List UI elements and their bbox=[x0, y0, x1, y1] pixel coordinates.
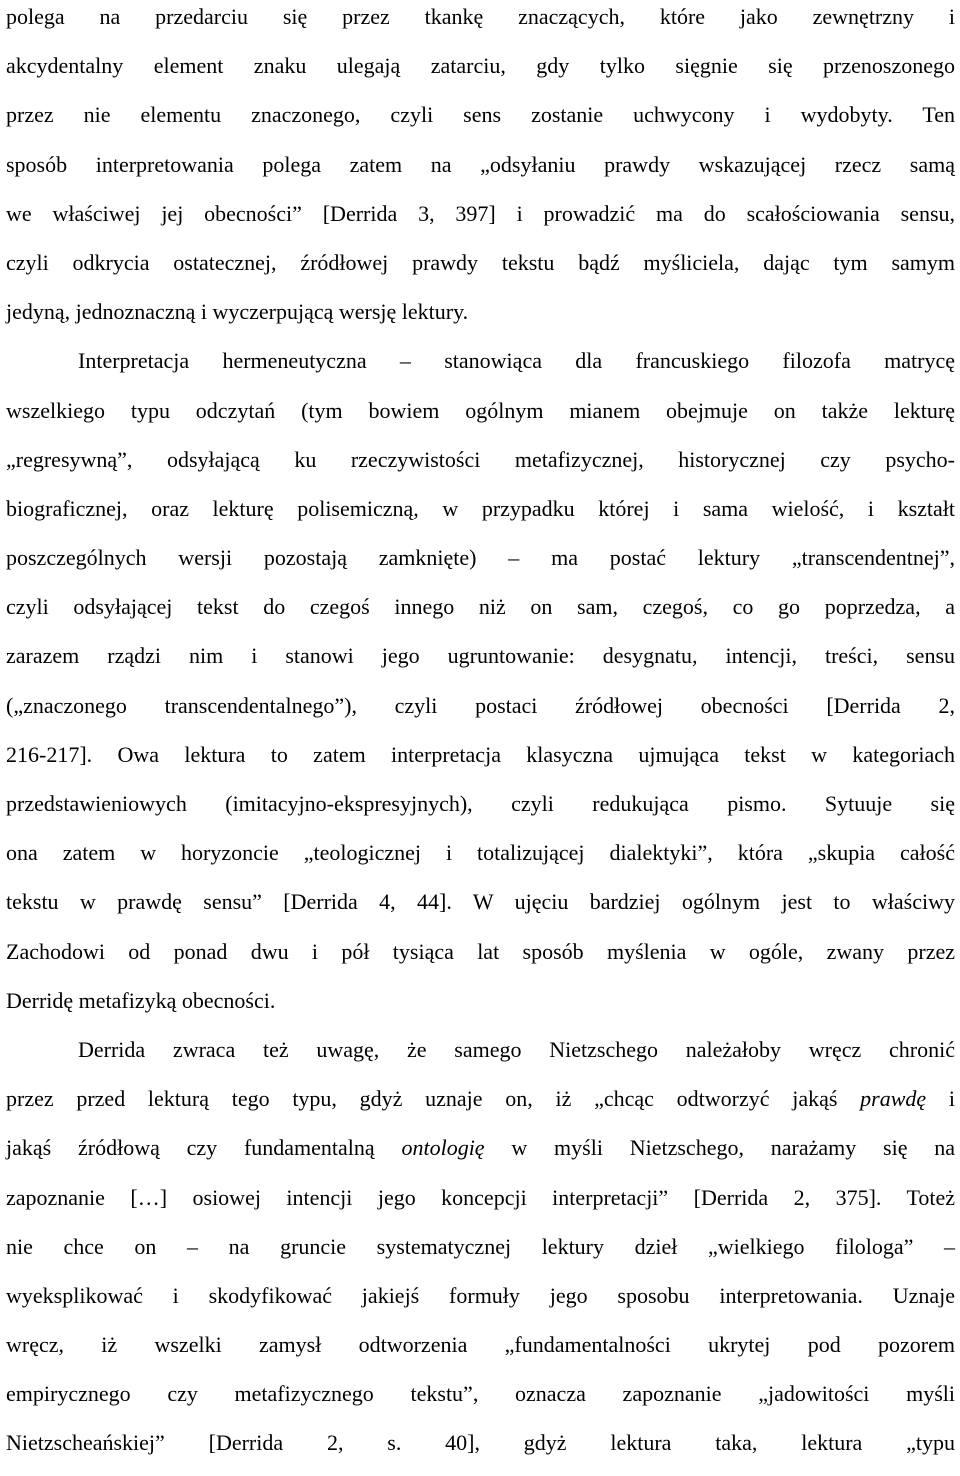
text-line bbox=[6, 639, 955, 688]
text-segment: w myśli Nietzschego, narażamy się na bbox=[484, 1135, 956, 1161]
text-segment: przez przed lekturą tego typu, gdyż uznaje on, iż „chcąc odtworzyć jakąś bbox=[6, 1086, 861, 1112]
text-segment: biograficznej, oraz lekturę polisemiczną, w przypadku której i sama wielość, i kształt bbox=[6, 495, 955, 521]
text-line bbox=[6, 197, 955, 246]
document-body bbox=[6, 0, 955, 1476]
italic-text: ontologię bbox=[401, 1135, 485, 1161]
text-segment: ona zatem w horyzoncie „teologicznej i totalizującej dialektyki”, która „skupia całość bbox=[6, 840, 955, 866]
text-line bbox=[6, 1181, 955, 1230]
text-line bbox=[6, 148, 955, 197]
text-segment: polega na przedarciu się przez tkankę znaczących, które jako zewnętrzny i bbox=[6, 4, 955, 29]
paragraph bbox=[6, 1033, 955, 1476]
text-segment: czyli odsyłającej tekst do czegoś innego niż on sam, czegoś, co go poprzedza, a bbox=[6, 594, 955, 620]
text-segment: zapoznanie […] osiowej intencji jego koncepcji interpretacji” [Derrida 2, 375]. Toteż bbox=[6, 1184, 955, 1210]
text-line bbox=[6, 1279, 955, 1328]
text-line bbox=[6, 246, 955, 295]
italic-text: prawdę bbox=[860, 1086, 927, 1112]
text-line bbox=[6, 1230, 955, 1279]
text-line bbox=[6, 1328, 955, 1377]
text-segment: wyeksplikować i skodyfikować jakiejś formuły jego sposobu interpretowania. Uznaje bbox=[6, 1282, 955, 1308]
text-segment: przedstawieniowych (imitacyjno-ekspresyjnych), czyli redukująca pismo. Sytuuje się bbox=[6, 791, 955, 816]
text-line bbox=[6, 1033, 955, 1082]
text-line bbox=[6, 443, 955, 492]
text-segment: Derrida zwraca też uwagę, że samego Nietzschego należałoby wręcz chronić bbox=[78, 1036, 955, 1062]
text-segment: akcydentalny element znaku ulegają zatarciu, gdy tylko sięgnie się przenoszonego bbox=[6, 53, 955, 79]
text-line bbox=[6, 492, 955, 541]
text-segment: Derridę metafizyką obecności. bbox=[6, 987, 276, 1013]
document-page bbox=[6, 0, 955, 1476]
text-line bbox=[6, 1377, 955, 1426]
text-line bbox=[6, 935, 955, 984]
text-line bbox=[6, 1131, 955, 1180]
text-line bbox=[6, 984, 955, 1033]
text-line bbox=[6, 787, 955, 836]
text-line bbox=[6, 836, 955, 885]
text-segment: we właściwej jej obecności” [Derrida 3, 397] i prowadzić ma do scałościowania sensu, bbox=[6, 200, 955, 226]
text-segment: Nietzscheańskiej” [Derrida 2, s. 40], gdyż lektura taka, lektura „typu bbox=[6, 1430, 955, 1456]
text-line bbox=[6, 541, 955, 590]
text-segment: poszczególnych wersji pozostają zamknięte) – ma postać lektury „transcendentnej”, bbox=[6, 545, 955, 571]
text-line bbox=[6, 689, 955, 738]
paragraph bbox=[6, 0, 955, 344]
text-segment: („znaczonego transcendentalnego”), czyli postaci źródłowej obecności [Derrida 2, bbox=[6, 692, 955, 718]
text-line bbox=[6, 295, 955, 344]
text-segment: tekstu w prawdę sensu” [Derrida 4, 44]. W ujęciu bardziej ogólnym jest to właściwy bbox=[6, 889, 955, 915]
text-line bbox=[6, 49, 955, 98]
text-segment: jakąś źródłową czy fundamentalną bbox=[6, 1135, 402, 1161]
text-segment: nie chce on – na gruncie systematycznej lektury dzieł „wielkiego filologa” – bbox=[6, 1233, 955, 1259]
text-line bbox=[6, 885, 955, 934]
text-segment: empirycznego czy metafizycznego tekstu”, oznacza zapoznanie „jadowitości myśli bbox=[6, 1381, 955, 1407]
text-segment: i bbox=[926, 1086, 955, 1112]
text-line bbox=[6, 1082, 955, 1131]
text-line bbox=[6, 1426, 955, 1475]
text-line bbox=[6, 590, 955, 639]
text-segment: 216-217]. Owa lektura to zatem interpretacja klasyczna ujmująca tekst w kategoriach bbox=[6, 741, 955, 767]
text-segment: Interpretacja hermeneutyczna – stanowiąca dla francuskiego filozofa matrycę bbox=[78, 348, 955, 374]
text-segment: „regresywną”, odsyłającą ku rzeczywistości metafizycznej, historycznej czy psycho- bbox=[6, 446, 955, 472]
text-segment: sposób interpretowania polega zatem na „odsyłaniu prawdy wskazującej rzecz samą bbox=[6, 151, 955, 177]
text-segment: przez nie elementu znaczonego, czyli sens zostanie uchwycony i wydobyty. Ten bbox=[6, 102, 955, 128]
text-segment: Zachodowi od ponad dwu i pół tysiąca lat sposób myślenia w ogóle, zwany przez bbox=[6, 938, 955, 964]
text-segment: wszelkiego typu odczytań (tym bowiem ogólnym mianem obejmuje on także lekturę bbox=[6, 397, 955, 423]
text-segment: jedyną, jednoznaczną i wyczerpującą wersję lektury. bbox=[6, 299, 469, 325]
text-line bbox=[6, 394, 955, 443]
text-segment: czyli odkrycia ostatecznej, źródłowej prawdy tekstu bądź myśliciela, dając tym samym bbox=[6, 249, 955, 275]
text-segment: wręcz, iż wszelki zamysł odtworzenia „fundamentalności ukrytej pod pozorem bbox=[6, 1332, 955, 1358]
text-line bbox=[6, 0, 955, 49]
text-segment: zarazem rządzi nim i stanowi jego ugruntowanie: desygnatu, intencji, treści, sensu bbox=[6, 643, 955, 669]
text-line bbox=[6, 344, 955, 393]
text-line bbox=[6, 738, 955, 787]
text-line bbox=[6, 98, 955, 147]
paragraph bbox=[6, 344, 955, 1033]
